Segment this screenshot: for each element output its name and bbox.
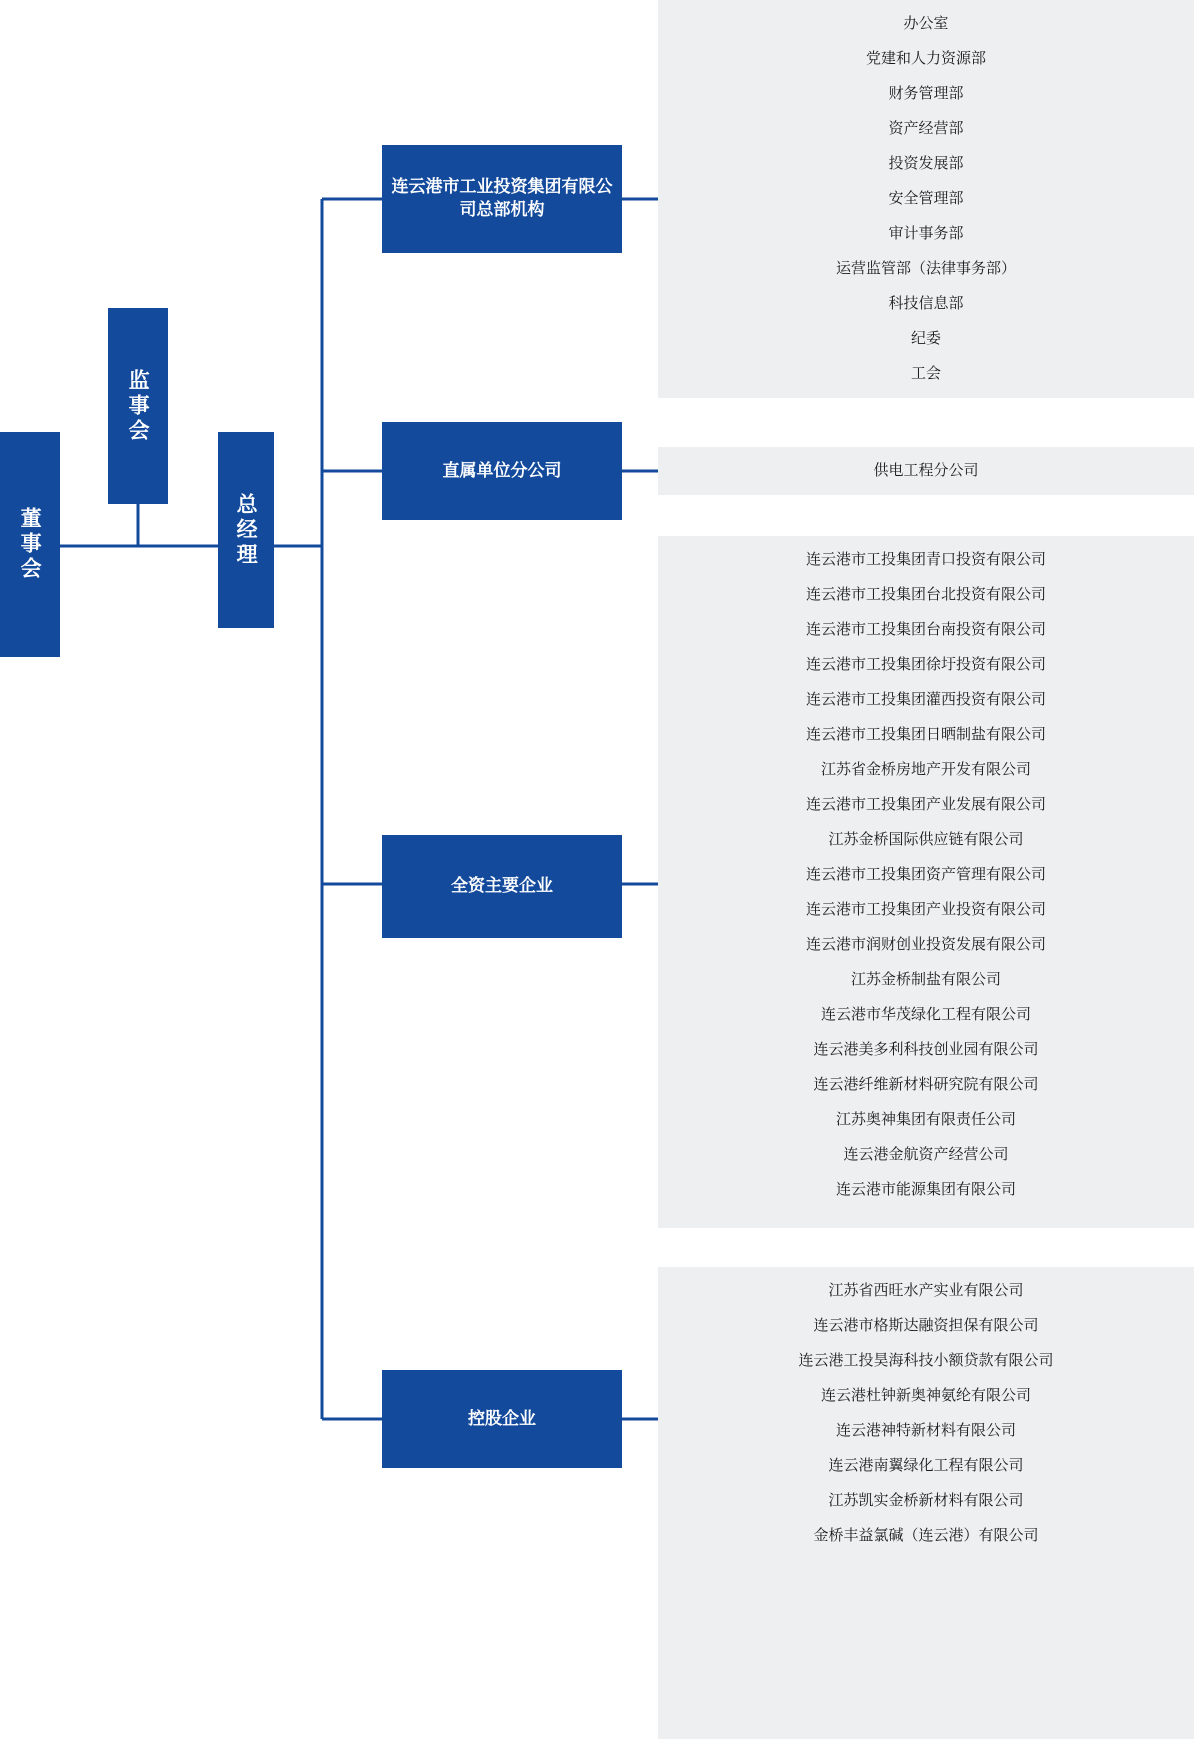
list-item: 金桥丰益氯碱（连云港）有限公司 <box>813 1526 1039 1544</box>
list-item: 连云港纤维新材料研究院有限公司 <box>813 1075 1039 1093</box>
list-item: 纪委 <box>910 329 941 347</box>
list-item: 科技信息部 <box>888 294 964 312</box>
list-item: 连云港市工投集团台南投资有限公司 <box>805 620 1046 638</box>
list-item: 连云港神特新材料有限公司 <box>835 1421 1016 1439</box>
list-item: 资产经营部 <box>888 119 964 137</box>
node-holding[interactable]: 控股企业 <box>382 1370 622 1468</box>
list-item: 连云港市格斯达融资担保有限公司 <box>813 1316 1039 1334</box>
node-general-manager[interactable]: 总经理 <box>218 432 274 628</box>
list-item: 连云港美多利科技创业园有限公司 <box>813 1040 1039 1058</box>
list-item: 连云港市工投集团产业发展有限公司 <box>805 795 1046 813</box>
list-item: 江苏凯实金桥新材料有限公司 <box>828 1491 1024 1509</box>
list-item: 安全管理部 <box>888 189 964 207</box>
list-item: 江苏金桥制盐有限公司 <box>850 970 1001 988</box>
list-item: 供电工程分公司 <box>873 461 979 479</box>
list-item: 连云港杜钟新奥神氨纶有限公司 <box>820 1386 1031 1404</box>
list-item: 运营监管部（法律事务部） <box>835 259 1016 277</box>
list-item: 连云港市工投集团日晒制盐有限公司 <box>805 725 1046 743</box>
node-supervisors[interactable]: 监事会 <box>108 308 168 504</box>
panel-headquarters-departments <box>658 0 1194 398</box>
node-headquarters[interactable]: 连云港市工业投资集团有限公司总部机构 <box>382 145 622 253</box>
list-item: 审计事务部 <box>888 224 964 242</box>
panel-branch-units <box>658 447 1194 495</box>
node-board[interactable]: 董事会 <box>0 432 60 657</box>
panel-holding-enterprises <box>658 1267 1194 1739</box>
list-item: 江苏奥神集团有限责任公司 <box>835 1110 1016 1128</box>
list-item: 连云港市工投集团资产管理有限公司 <box>805 865 1046 883</box>
list-item: 连云港市工投集团台北投资有限公司 <box>805 585 1046 603</box>
list-item: 党建和人力资源部 <box>865 49 986 67</box>
panel-wholly-owned-enterprises <box>658 536 1194 1228</box>
list-item: 连云港市工投集团青口投资有限公司 <box>805 550 1046 568</box>
list-item: 连云港工投昊海科技小额贷款有限公司 <box>798 1351 1054 1369</box>
list-item: 投资发展部 <box>888 154 964 172</box>
list-item: 连云港金航资产经营公司 <box>843 1145 1009 1163</box>
list-item: 工会 <box>910 364 941 382</box>
list-item: 办公室 <box>903 14 949 32</box>
list-item: 连云港市能源集团有限公司 <box>835 1180 1016 1198</box>
list-item: 江苏省金桥房地产开发有限公司 <box>820 760 1031 778</box>
list-item: 连云港市润财创业投资发展有限公司 <box>805 935 1046 953</box>
list-item: 财务管理部 <box>888 84 964 102</box>
list-item: 江苏金桥国际供应链有限公司 <box>828 830 1024 848</box>
list-item: 江苏省西旺水产实业有限公司 <box>828 1281 1024 1299</box>
list-item: 连云港市工投集团灌西投资有限公司 <box>805 690 1046 708</box>
list-item: 连云港市工投集团产业投资有限公司 <box>805 900 1046 918</box>
list-item: 连云港市工投集团徐圩投资有限公司 <box>805 655 1046 673</box>
list-item: 连云港南翼绿化工程有限公司 <box>828 1456 1024 1474</box>
node-branch-units[interactable]: 直属单位分公司 <box>382 422 622 520</box>
list-item: 连云港市华茂绿化工程有限公司 <box>820 1005 1031 1023</box>
node-wholly-owned[interactable]: 全资主要企业 <box>382 835 622 938</box>
